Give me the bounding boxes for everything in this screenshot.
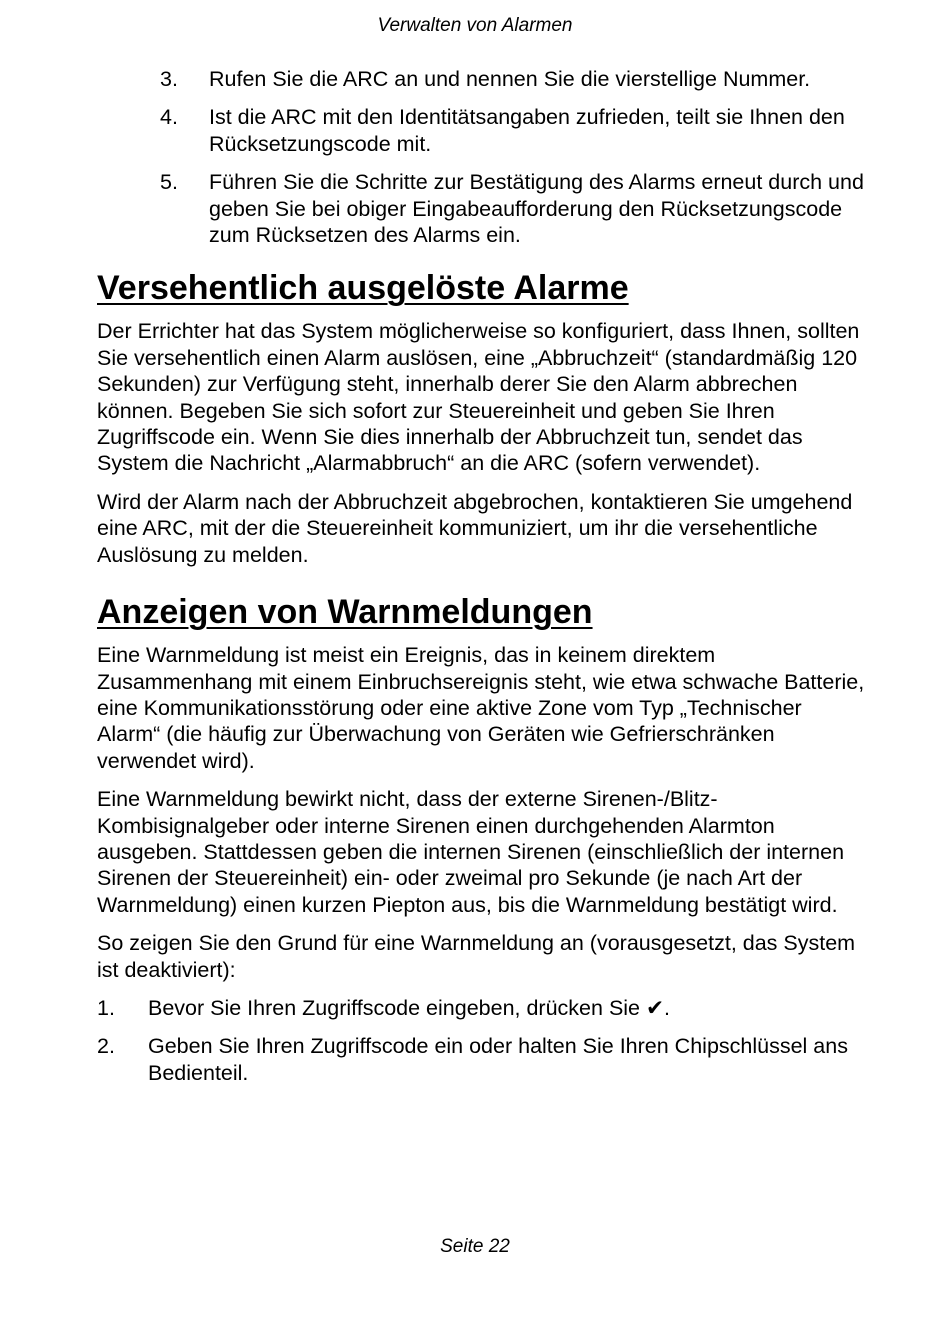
list-item bbox=[97, 104, 867, 157]
steps-list-warnings bbox=[97, 995, 867, 1086]
paragraph: Wird der Alarm nach der Abbruchzeit abgebrochen, kontaktieren Sie umgehend eine ARC, mit der die Steuereinheit kommuniziert, um ihr die versehentliche Auslösung zu melden. bbox=[97, 489, 853, 567]
paragraph: So zeigen Sie den Grund für eine Warnmeldung an (vorausgesetzt, das System ist deaktiviert): bbox=[97, 931, 856, 982]
running-header: Verwalten von Alarmen bbox=[377, 15, 573, 36]
steps-list-top bbox=[97, 66, 867, 248]
step-number: 3. bbox=[160, 67, 178, 91]
list-item bbox=[97, 66, 867, 92]
step-number: 5. bbox=[160, 170, 178, 195]
step-text: Ist die ARC mit den Identitätsangaben zufrieden, teilt sie Ihnen den Rücksetzungscode mit. bbox=[209, 105, 845, 156]
step-text: Bevor Sie Ihren Zugriffscode eingeben, drücken Sie ✔. bbox=[148, 995, 670, 1020]
list-item bbox=[97, 995, 867, 1021]
list-item bbox=[97, 1033, 867, 1086]
step-number: 4. bbox=[160, 105, 178, 130]
paragraph: Der Errichter hat das System möglicherweise so konfiguriert, dass Ihnen, sollten Sie versehentlich einen Alarm auslösen, eine „Abbruchzeit“ (standardmäßig 120 Sekunden) zur Verfügung steht, innerhalb derer Sie den Alarm abbrechen können. Begeben Sie sich sofort zur Steuereinheit und geben Sie Ihren Zugriffscode ein. Wenn Sie dies innerhalb der Abbruchzeit tun, sendet das System die Nachricht „Alarmabbruch“ an die ARC (sofern verwendet). bbox=[97, 319, 860, 476]
page-number: Seite 22 bbox=[440, 1236, 510, 1257]
section-heading-warnings: Anzeigen von Warnmeldungen bbox=[97, 593, 593, 632]
section-heading-accidental-alarms: Versehentlich ausgelöste Alarme bbox=[97, 269, 629, 308]
page-content bbox=[97, 66, 867, 1098]
step-text: Geben Sie Ihren Zugriffscode ein oder halten Sie Ihren Chipschlüssel ans Bedienteil. bbox=[148, 1034, 848, 1085]
step-text: Führen Sie die Schritte zur Bestätigung des Alarms erneut durch und geben Sie bei obiger Eingabeaufforderung den Rücksetzungscode zum Rücksetzen des Alarms ein. bbox=[209, 170, 864, 248]
list-item bbox=[97, 169, 867, 248]
step-number: 1. bbox=[97, 995, 115, 1020]
paragraph: Eine Warnmeldung bewirkt nicht, dass der externe Sirenen-/Blitz-Kombisignalgeber oder interne Sirenen einen durchgehenden Alarmton ausgeben. Stattdessen geben die internen Sirenen (einschließlich der internen Sirenen der Steuereinheit) ein- oder zweimal pro Sekunde (je nach Art der Warnmeldung) einen kurzen Piepton aus, bis die Warnmeldung bestätigt wird. bbox=[97, 787, 845, 917]
step-number: 2. bbox=[97, 1034, 115, 1059]
step-text: Rufen Sie die ARC an und nennen Sie die vierstellige Nummer. bbox=[209, 67, 811, 91]
paragraph: Eine Warnmeldung ist meist ein Ereignis, das in keinem direktem Zusammenhang mit einem Einbruchsereignis steht, wie etwa schwache Batterie, eine Kommunikationsstörung oder eine aktive Zone vom Typ „Technischer Alarm“ (die häufig zur Überwachung von Geräten wie Gefrierschränken verwendet wird). bbox=[97, 643, 865, 773]
